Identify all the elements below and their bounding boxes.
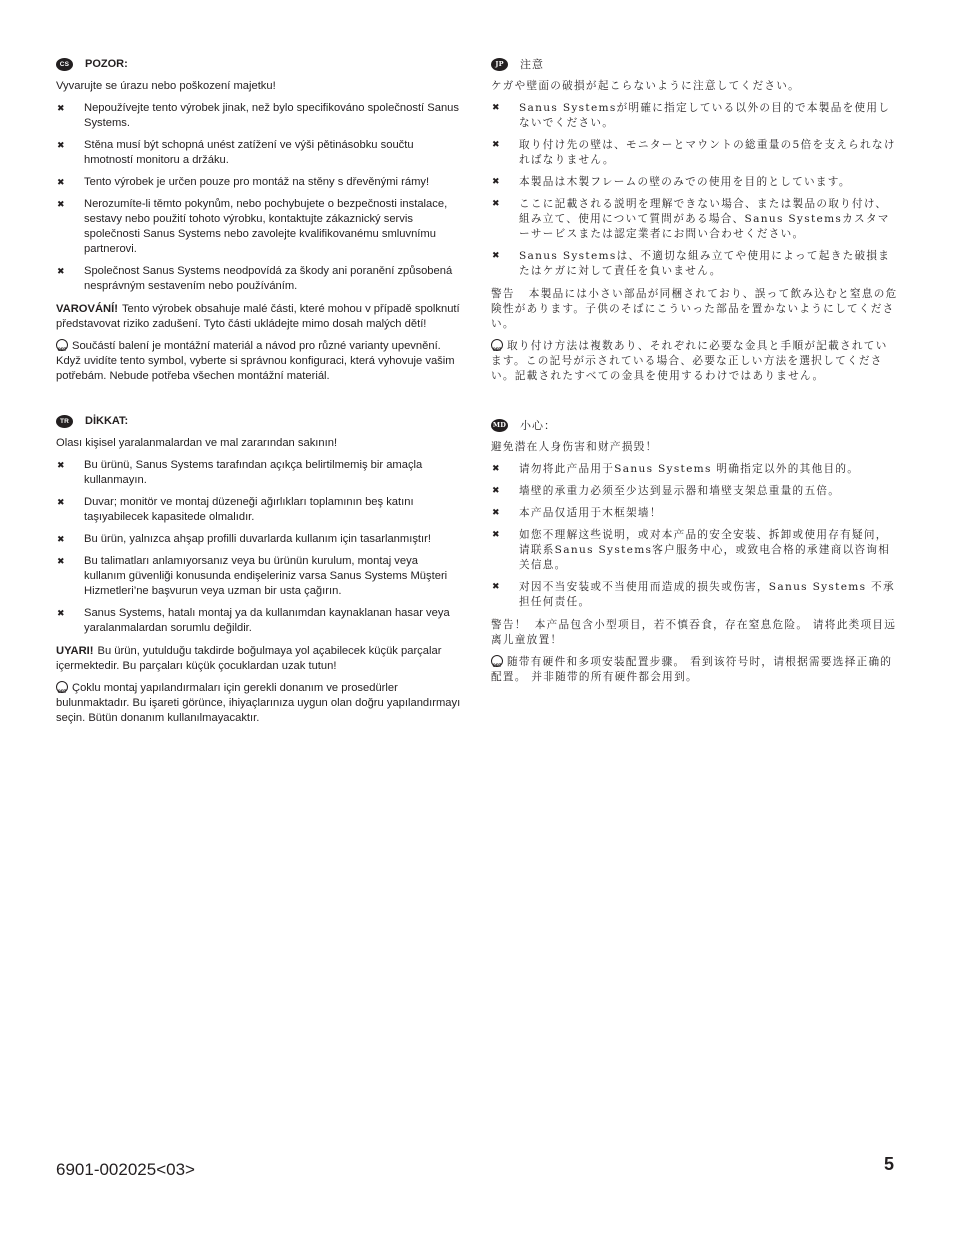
language-badge-tr: TR [56, 415, 73, 428]
language-badge-cs: CS [56, 58, 73, 71]
opt-paragraph: OPTSoučástí balení je montážní materiál a návod pro různé varianty upevnění. Když uvidíte tento symbol, vyberte si správnou konfiguraci, která vyhovuje vašim potřebám. Nebude potřeba všechen montážní materiál. [56, 339, 462, 384]
section-header [56, 413, 462, 429]
precaution-list [491, 101, 899, 279]
bullet-icon: ✖ [492, 508, 500, 518]
bullet-icon: ✖ [492, 486, 500, 496]
language-badge-jp: JP [491, 58, 508, 71]
list-item: ✖ 如您不理解这些说明，或对本产品的安全安装、拆卸或使用存有疑问，请联系Sanus Systems客户服务中心，或致电合格的承建商以咨询相关信息。 [492, 529, 891, 571]
list-item: ✖ Bu ürünü, Sanus Systems tarafından açıkça belirtilmemiş bir amaçla kullanmayın. [57, 459, 423, 486]
list-item: ✖ 墙壁的承重力必须至少达到显示器和墙壁支架总重量的五倍。 [492, 485, 841, 497]
section-jp [491, 56, 899, 384]
document-code: 6901-002025<03> [56, 1160, 195, 1179]
section-title: POZOR: [85, 57, 128, 70]
precaution-list [56, 458, 462, 636]
bullet-icon: ✖ [492, 177, 500, 187]
bullet-icon: ✖ [57, 534, 65, 544]
precaution-list [56, 101, 462, 294]
warning-paragraph: VAROVÁNÍ! Tento výrobek obsahuje malé části, které mohou v případě spolknutí představovat riziko zadušení. Tyto části ukládejte mimo dosah malých dětí! [56, 303, 460, 330]
section-title: 注意 [520, 57, 544, 71]
left-column [56, 56, 462, 733]
bullet-icon: ✖ [57, 177, 65, 187]
opt-icon [56, 681, 68, 693]
opt-paragraph: OPTÇoklu montaj yapılandırmaları için gerekli donanım ve prosedürler bulunmaktadır. Bu işareti görünce, ihiyaçlarınıza uygun olan doğru yapılandırmayı seçin. Bütün donanım kullanılmayacaktır. [56, 681, 462, 726]
warning-label: UYARI! [56, 645, 94, 657]
bullet-icon: ✖ [492, 199, 500, 209]
list-item: ✖ 请勿将此产品用于Sanus Systems 明确指定以外的其他目的。 [492, 463, 860, 475]
list-item: ✖ Sanus Systems, hatalı montaj ya da kullanımdan kaynaklanan hasar veya yaralanmalardan sorumlu değildir. [57, 607, 450, 634]
warning-paragraph: 警告！ 本产品包含小型项目，若不慎吞食，存在窒息危险。 请将此类项目远离儿童放置！ [491, 619, 897, 646]
bullet-icon: ✖ [492, 464, 500, 474]
list-item: ✖ Nepoužívejte tento výrobek jinak, než bylo specifikováno společností Sanus Systems. [57, 102, 459, 129]
page-number: 5 [884, 1154, 895, 1174]
bullet-icon: ✖ [57, 460, 65, 470]
opt-icon [491, 655, 503, 667]
intro-text: Vyvarujte se úrazu nebo poškození majetku! [56, 80, 276, 92]
right-column [491, 56, 899, 692]
bullet-icon: ✖ [57, 103, 65, 113]
bullet-icon: ✖ [492, 251, 500, 261]
section-tr [56, 413, 462, 726]
list-item: ✖ Stěna musí být schopná unést zatížení ve výši pětinásobku součtu hmotností monitoru a držáku. [57, 139, 414, 166]
opt-icon [491, 339, 503, 351]
bullet-icon: ✖ [57, 497, 65, 507]
bullet-icon: ✖ [57, 140, 65, 150]
bullet-icon: ✖ [492, 530, 500, 540]
opt-paragraph: OPT取り付け方法は複数あり、それぞれに必要な金具と手順が記載されています。この記号が示されている場合、必要な正しい方法を選択してください。記載されたすべての金具を使用するわけではありません。 [491, 339, 899, 384]
intro-text: Olası kişisel yaralanmalardan ve mal zararından sakının! [56, 437, 338, 449]
warning-paragraph: UYARI! Bu ürün, yutulduğu takdirde boğulmaya yol açabilecek küçük parçalar içermektedir. Bu parçaları küçük çocuklardan uzak tutun! [56, 645, 442, 672]
list-item: ✖ Společnost Sanus Systems neodpovídá za škody ani poranění způsobená nesprávným sestavením nebo používáním. [57, 265, 453, 292]
bullet-icon: ✖ [492, 140, 500, 150]
list-item: ✖ ここに記載される説明を理解できない場合、または製品の取り付け、組み立て、使用について質問がある場合、Sanus Systemsカスタマーサービスまたは認定業者にお問い合わせください。 [492, 198, 890, 240]
list-item: ✖ Sanus Systemsが明確に指定している以外の目的で本製品を使用しないでください。 [492, 102, 891, 129]
bullet-icon: ✖ [57, 266, 65, 276]
bullet-icon: ✖ [57, 608, 65, 618]
list-item: ✖ Sanus Systemsは、不適切な組み立てや使用によって起きた破損またはケガに対して責任を負いません。 [492, 250, 891, 277]
section-title: 小心： [520, 418, 556, 432]
language-badge-md: MD [491, 419, 508, 432]
warning-paragraph: 警告 本製品には小さい部品が同梱されており、誤って飲み込むと窒息の危険性があります。子供のそばにこういった部品を置かないようにしてください。 [491, 288, 898, 330]
list-item: ✖ Tento výrobek je určen pouze pro montáž na stěny s dřevěnými rámy! [57, 176, 430, 188]
bullet-icon: ✖ [492, 103, 500, 113]
bullet-icon: ✖ [57, 556, 65, 566]
list-item: ✖ Bu talimatları anlamıyorsanız veya bu ürünün kurulum, montaj veya kullanım güvenliği konusunda endişeleriniz varsa Sanus Systems Müşteri Hizmetleri’ne başvurun veya uzman bir usta çağırın. [57, 555, 448, 597]
warning-label: 警告！ [491, 619, 527, 631]
list-item: ✖ Duvar; monitör ve montaj düzeneği ağırlıkları toplamının beş katını taşıyabilecek kapasitede olmalıdır. [57, 496, 414, 523]
list-item: ✖ 本产品仅适用于木框架墙！ [492, 507, 662, 519]
intro-text: ケガや壁面の破損が起こらないように注意してください。 [491, 80, 801, 92]
list-item: ✖ 取り付け先の壁は、モニターとマウントの総重量の5倍を支えられなければなりません。 [492, 139, 896, 166]
precaution-list [491, 462, 899, 610]
opt-icon [56, 339, 68, 351]
intro-text: 避免潜在人身伤害和财产损毁！ [491, 441, 658, 453]
list-item: ✖ 本製品は木製フレームの壁のみでの使用を目的としています。 [492, 176, 851, 188]
list-item: ✖ Bu ürün, yalnızca ahşap profilli duvarlarda kullanım için tasarlanmıştır! [57, 533, 431, 545]
opt-paragraph: OPT随带有硬件和多项安装配置步骤。 看到该符号时，请根据需要选择正确的配置。 并非随带的所有硬件都会用到。 [491, 655, 899, 685]
section-header [56, 56, 462, 72]
list-item: ✖ Nerozumíte-li těmto pokynům, nebo pochybujete o bezpečnosti instalace, sestavy nebo použití tohoto výrobku, kontaktujte zákaznický servis společnosti Sanus Systems nebo zavolejte kvalifikovanému smluvnímu partnerovi. [57, 198, 448, 255]
section-header [491, 56, 899, 72]
section-cs [56, 56, 462, 384]
list-item: ✖ 对因不当安装或不当使用而造成的损失或伤害，Sanus Systems 不承担任何责任。 [492, 581, 895, 608]
bullet-icon: ✖ [57, 199, 65, 209]
warning-label: VAROVÁNÍ! [56, 303, 118, 315]
section-title: DİKKAT: [85, 414, 129, 427]
section-md [491, 417, 899, 685]
bullet-icon: ✖ [492, 582, 500, 592]
warning-label: 警告 [491, 288, 515, 300]
section-header [491, 417, 899, 433]
